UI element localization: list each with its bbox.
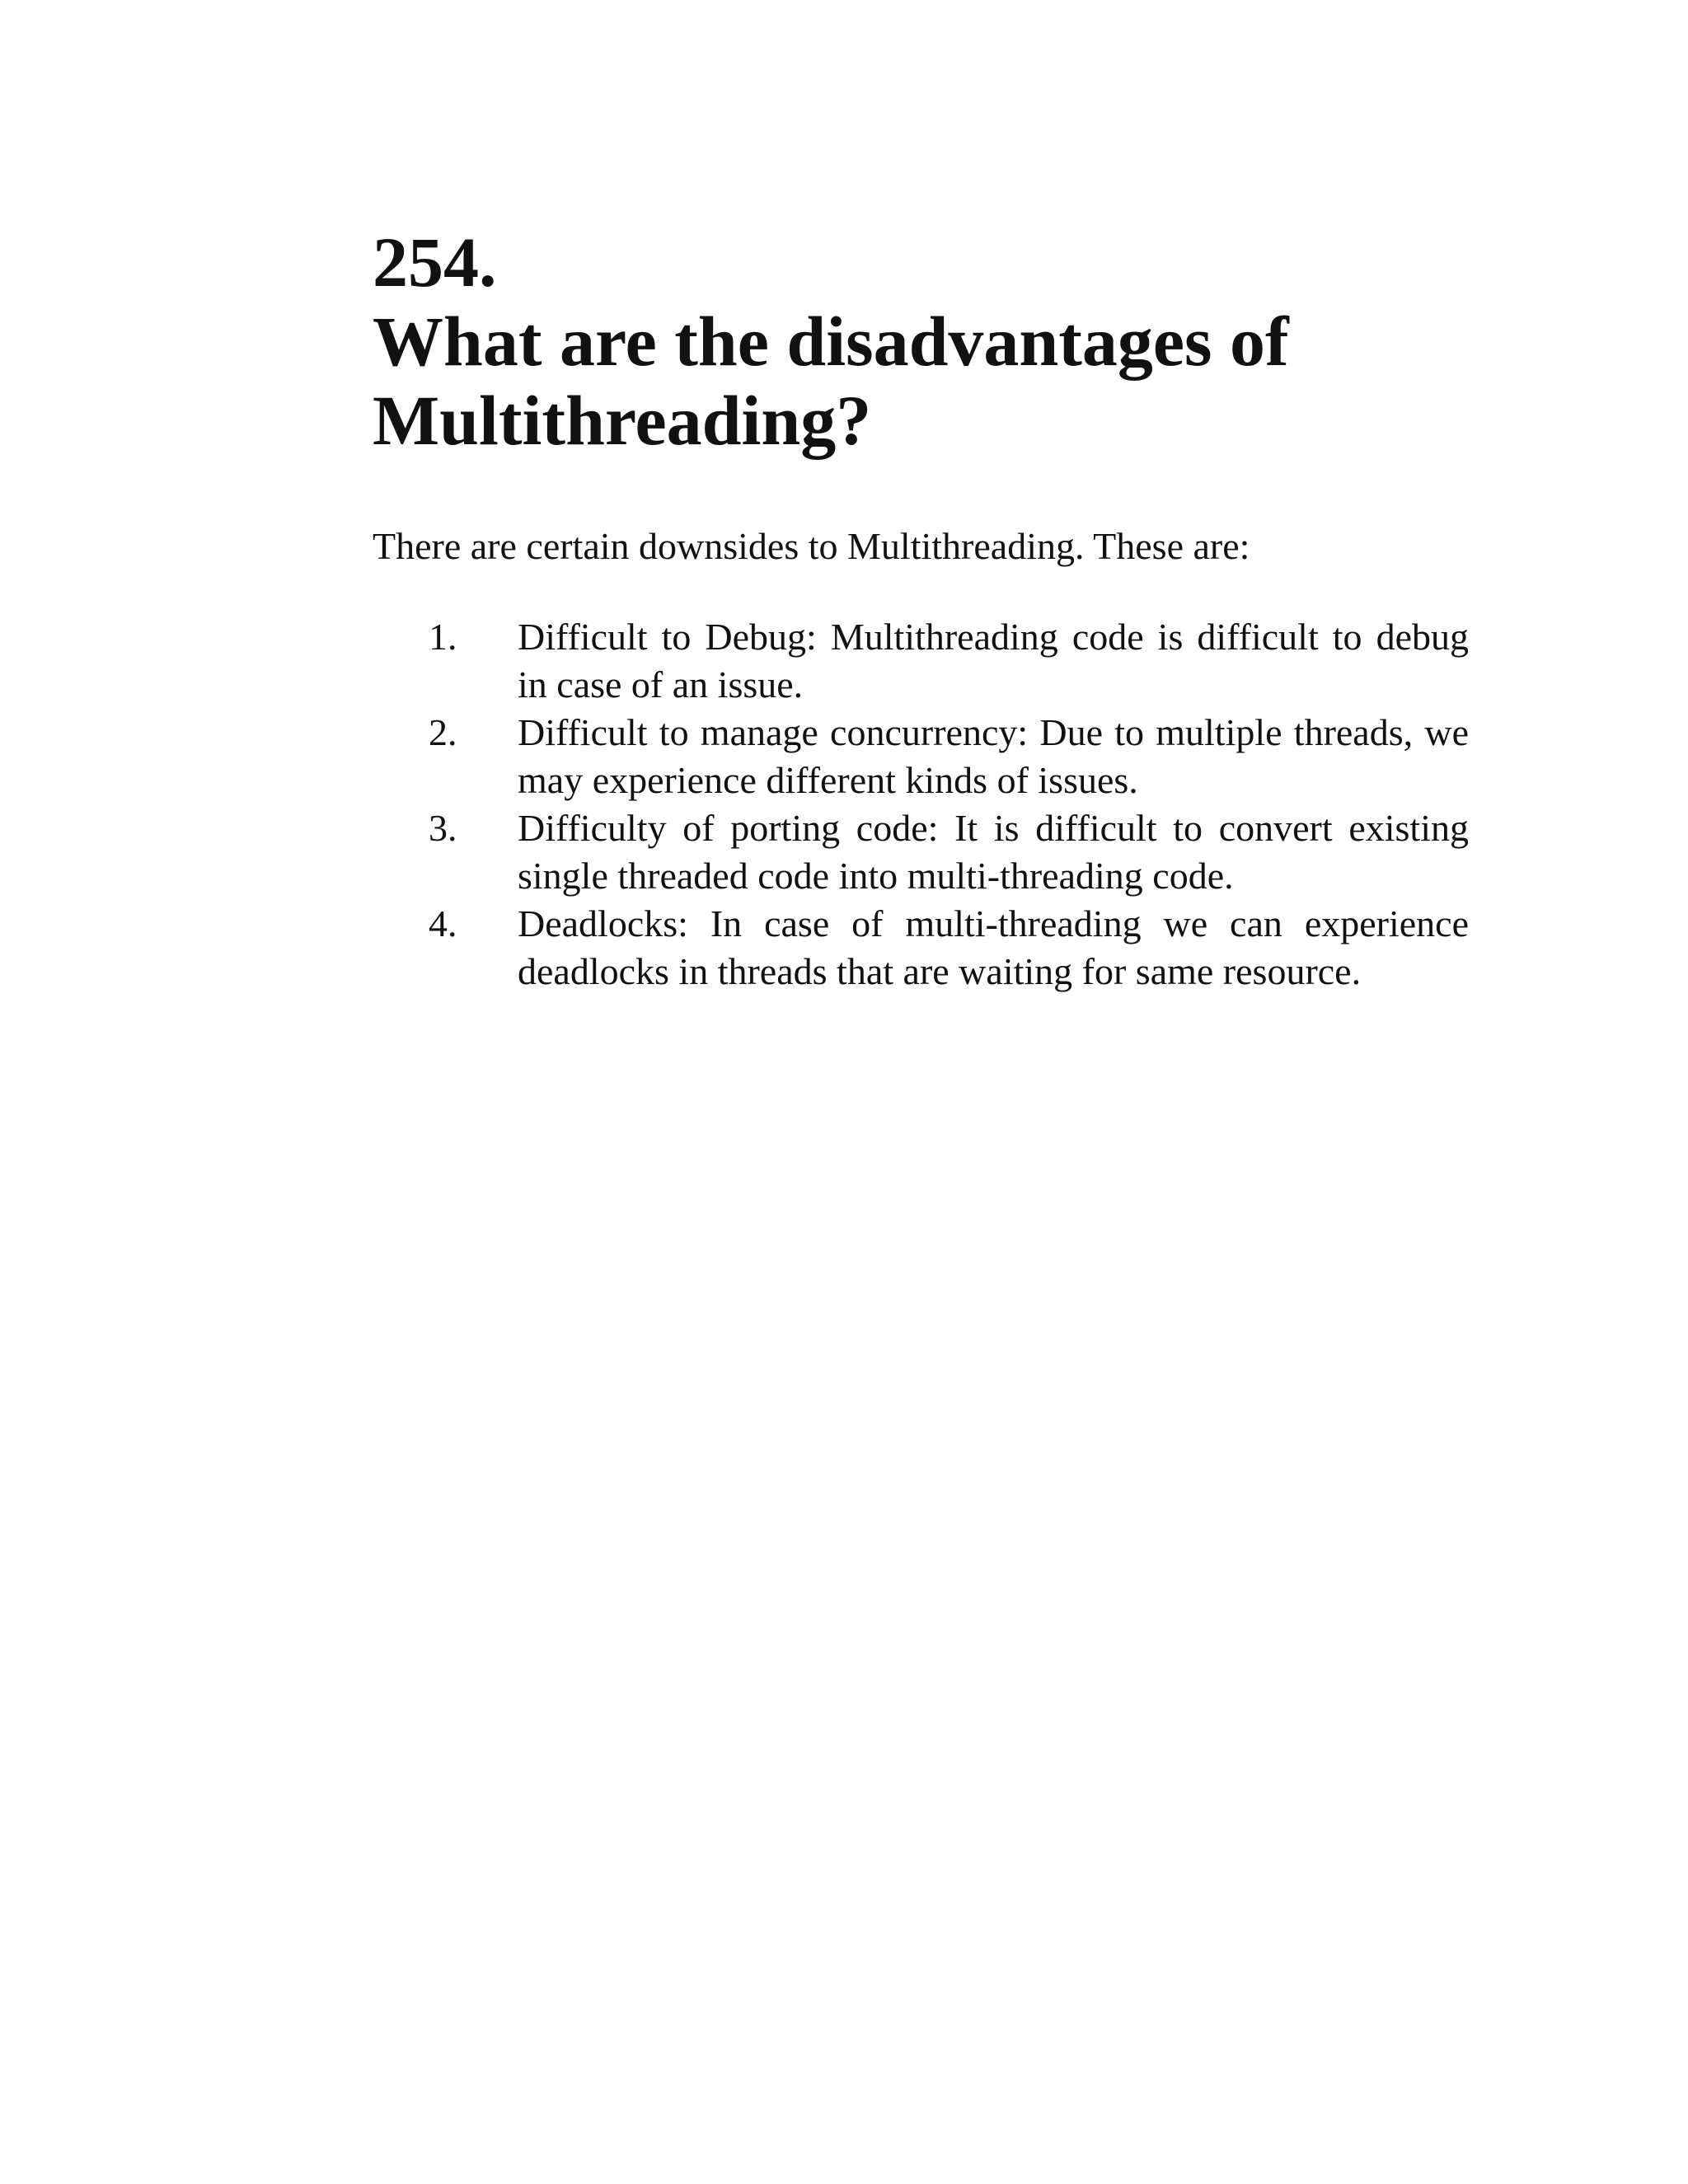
question-heading [373,223,1469,460]
list-item-number: 4. [429,902,457,944]
list-item [373,804,1469,900]
list-item [373,900,1469,996]
document-page [373,223,1469,996]
list-item [373,709,1469,804]
list-item-number: 2. [429,711,457,753]
list-item-text: Difficult to Debug: Multithreading code is difficult to debug in case of an issue. [518,616,1469,705]
intro-paragraph: There are certain downsides to Multithreading. These are: [373,525,1250,567]
list-item-text: Difficult to manage concurrency: Due to multiple threads, we may experience different kinds of issues. [518,711,1469,801]
list-item-text: Deadlocks: In case of multi-threading we can experience deadlocks in threads that are waiting for same resource. [518,902,1469,992]
question-number: 254. [373,223,497,302]
disadvantages-list [373,613,1469,996]
list-item [373,613,1469,709]
list-item-number: 3. [429,807,457,849]
question-title-line-2: Multithreading? [373,381,872,460]
question-title-line-1: What are the disadvantages of [373,302,1289,381]
list-item-text: Difficulty of porting code: It is difficult to convert existing single threaded code into multi-threading code. [518,807,1469,897]
list-item-number: 1. [429,616,457,658]
